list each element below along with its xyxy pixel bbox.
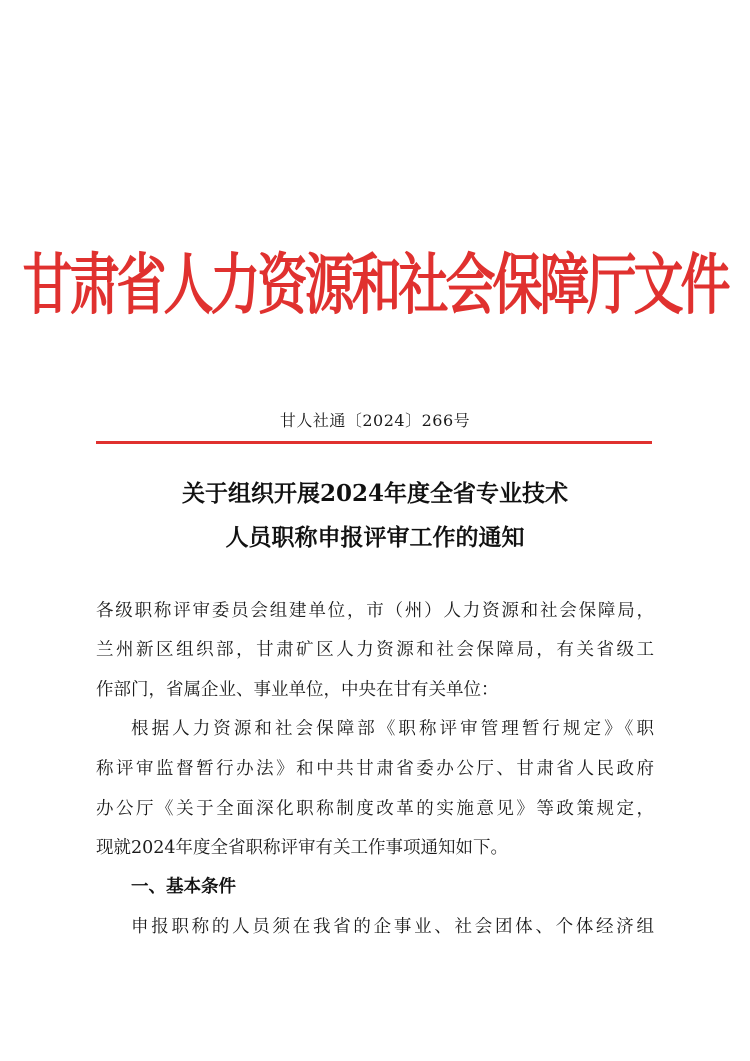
intro-paragraph-line-3: 办公厅《关于全面深化职称制度改革的实施意见》等政策规定，: [96, 799, 654, 819]
intro-paragraph-line-4: 现就2024年度全省职称评审有关工作事项通知如下。: [96, 838, 509, 858]
section-1-paragraph-line-1: 申报职称的人员须在我省的企事业、社会团体、个体经济组: [131, 917, 654, 937]
document-masthead: 甘肃省人力资源和社会保障厅文件: [22, 246, 728, 324]
document-number: 甘人社通〔2024〕266号: [279, 411, 471, 430]
addressee-line-3: 作部门，省属企业、事业单位，中央在甘有关单位：: [96, 680, 499, 700]
addressee-line-2: 兰州新区组织部，甘肃矿区人力资源和社会保障局，有关省级工: [96, 640, 654, 660]
notice-title-line-2: 人员职称申报评审工作的通知: [225, 524, 525, 551]
intro-paragraph-line-1: 根据人力资源和社会保障部《职称评审管理暂行规定》《职: [131, 719, 654, 739]
section-heading-basic-conditions: 一、基本条件: [131, 877, 236, 897]
notice-title-line-1: 关于组织开展2024年度全省专业技术: [181, 480, 568, 507]
addressee-line-1: 各级职称评审委员会组建单位，市（州）人力资源和社会保障局，: [96, 601, 654, 621]
intro-paragraph-line-2: 称评审监督暂行办法》和中共甘肃省委办公厅、甘肃省人民政府: [96, 759, 654, 779]
red-separator-line: [96, 441, 652, 444]
